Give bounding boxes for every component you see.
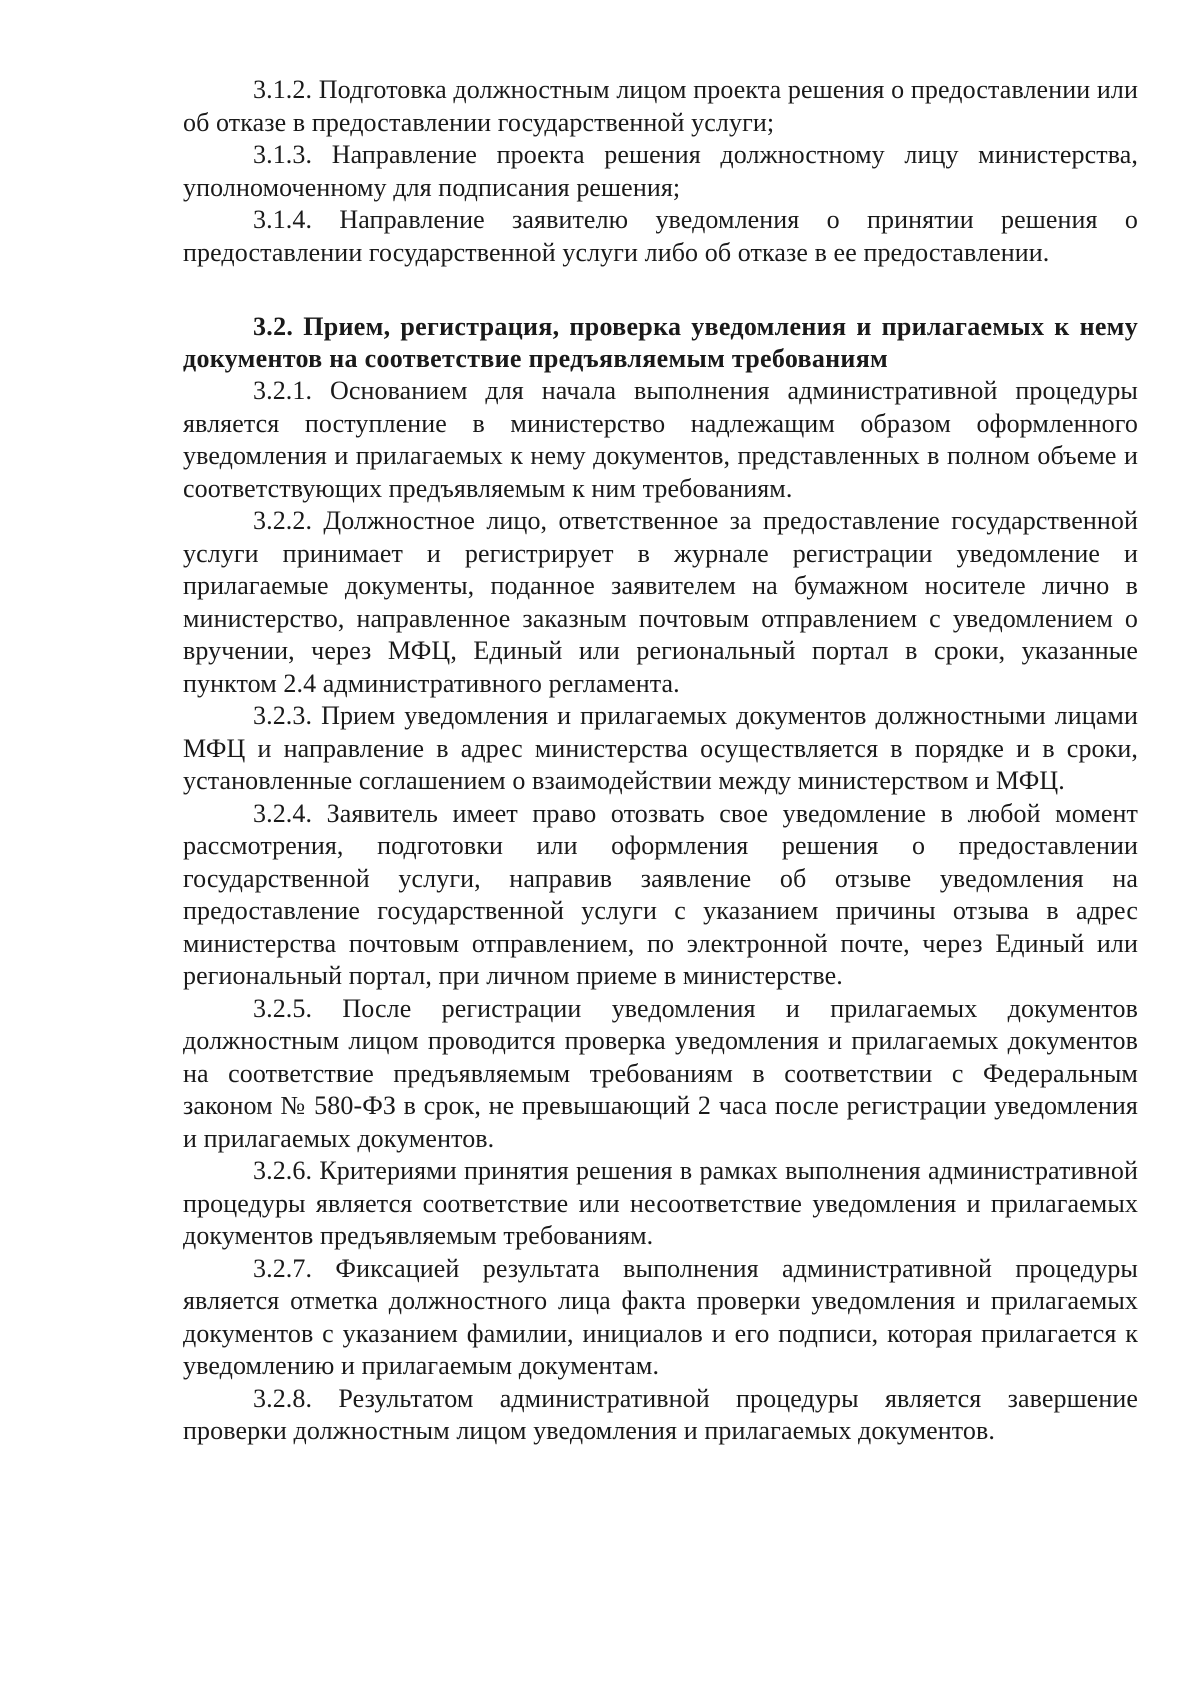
- paragraph-3-2-1: 3.2.1. Основанием для начала выполнения административной процедуры является поступление в министерство надлежащим образом оформленного уведомления и прилагаемых к нему документов, представленных в полном объеме и соответствующих предъявляемым к ним требованиям.: [183, 376, 1138, 503]
- paragraph-3-2-3: 3.2.3. Прием уведомления и прилагаемых документов должностными лицами МФЦ и направление в адрес министерства осуществляется в порядке и в сроки, установленные соглашением о взаимодействии между министерством и МФЦ.: [183, 701, 1138, 795]
- paragraph-3-2-6: 3.2.6. Критериями принятия решения в рамках выполнения административной процедуры является соответствие или несоответствие уведомления и прилагаемых документов предъявляемым требованиям.: [183, 1156, 1138, 1250]
- document-body: [183, 74, 1138, 1448]
- section-heading-3-2: 3.2. Прием, регистрация, проверка уведомления и прилагаемых к нему документов на соответствие предъявляемым требованиям: [183, 312, 1138, 373]
- paragraph-3-1-4: 3.1.4. Направление заявителю уведомления о принятии решения о предоставлении государственной услуги либо об отказе в ее предоставлении.: [183, 205, 1138, 267]
- section-spacer: [183, 269, 1138, 311]
- paragraph-3-2-5: 3.2.5. После регистрации уведомления и прилагаемых документов должностным лицом проводится проверка уведомления и прилагаемых документов на соответствие предъявляемым требованиям в соответствии с Федеральным законом № 580-ФЗ в срок, не превышающий 2 часа после регистрации уведомления и прилагаемых документов.: [183, 993, 1138, 1153]
- paragraph-3-2-8: 3.2.8. Результатом административной процедуры является завершение проверки должностным лицом уведомления и прилагаемых документов.: [183, 1383, 1138, 1445]
- paragraph-3-1-3: 3.1.3. Направление проекта решения должностному лицу министерства, уполномоченному для подписания решения;: [183, 140, 1138, 202]
- paragraph-3-2-2: 3.2.2. Должностное лицо, ответственное за предоставление государственной услуги принимает и регистрирует в журнале регистрации уведомление и прилагаемые документы, поданное заявителем на бумажном носителе лично в министерство, направленное заказным почтовым отправлением с уведомлением о вручении, через МФЦ, Единый или региональный портал в сроки, указанные пунктом 2.4 административного регламента.: [183, 506, 1138, 698]
- paragraph-3-1-2: 3.1.2. Подготовка должностным лицом проекта решения о предоставлении или об отказе в предоставлении государственной услуги;: [183, 75, 1138, 137]
- paragraph-3-2-4: 3.2.4. Заявитель имеет право отозвать свое уведомление в любой момент рассмотрения, подготовки или оформления решения о предоставлении государственной услуги, направив заявление об отзыве уведомления на предоставление государственной услуги с указанием причины отзыва в адрес министерства почтовым отправлением, по электронной почте, через Единый или региональный портал, при личном приеме в министерстве.: [183, 798, 1138, 990]
- paragraph-3-2-7: 3.2.7. Фиксацией результата выполнения административной процедуры является отметка должностного лица факта проверки уведомления и прилагаемых документов с указанием фамилии, инициалов и его подписи, которая прилагается к уведомлению и прилагаемым документам.: [183, 1253, 1138, 1380]
